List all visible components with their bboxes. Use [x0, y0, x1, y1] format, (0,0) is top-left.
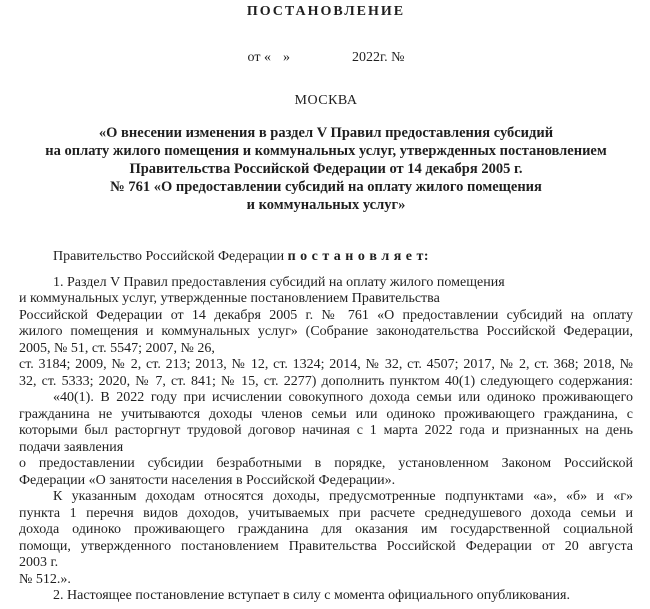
- body-line: подачи заявления: [19, 439, 124, 455]
- preamble-lead: Правительство Российской Федерации: [53, 249, 288, 264]
- body-line: которыми был расторгнут трудовой договор начиная с 1 марта 2022 года и признанных на день: [19, 423, 633, 438]
- decree-title-line: и коммунальных услуг»: [246, 197, 406, 213]
- body-line: 32, ст. 5333; 2020, № 7, ст. 841; № 15, ст. 2277) дополнить пунктом 40(1) следующего содержания:: [19, 373, 633, 389]
- date-number-line: [19, 49, 633, 66]
- body-line: помощи, утвержденного постановлением Правительства Российской Федерации от 20 августа: [19, 538, 633, 554]
- body-line: о предоставлении субсидии безработными в порядке, установленном Законом Российской: [19, 456, 633, 471]
- date-quote-close: »: [282, 50, 290, 65]
- body-line: 2003 г.: [19, 555, 59, 570]
- body-line: К указанным доходам относятся доходы, предусмотренные подпунктами «а», «б» и «г»: [53, 489, 633, 504]
- body-line: 2005, № 51, ст. 5547; 2007, № 26,: [19, 340, 215, 356]
- body-line: «40(1). В 2022 году при исчислении совокупного дохода семьи или одиноко проживающего: [53, 390, 633, 405]
- body-line: и коммунальных услуг, утвержденные постановлением Правительства: [19, 291, 440, 306]
- decree-title-line: Правительства Российской Федерации от 14 декабря 2005 г.: [129, 161, 523, 177]
- year-and-number: 2022г. №: [351, 50, 405, 65]
- decree-title-line: на оплату жилого помещения и коммунальных услуг, утвержденных постановлением: [45, 143, 607, 159]
- body-line: ст. 3184; 2009, № 2, ст. 213; 2013, № 12, ст. 1324; 2014, № 32, ст. 4507; 2017, № 2, ст. 368; 2018, №: [19, 357, 633, 372]
- body-line: пункта 1 перечня видов доходов, учитываемых при расчете среднедушевого дохода семьи и: [19, 505, 633, 521]
- body-line: дохода одиноко проживающего гражданина для оказания им государственной социальной: [19, 522, 633, 537]
- decree-type-heading: ПОСТАНОВЛЕНИЕ: [246, 4, 406, 19]
- document-body: [19, 275, 633, 605]
- body-line: 1. Раздел V Правил предоставления субсидий на оплату жилого помещения: [53, 274, 505, 290]
- decree-title: [19, 124, 633, 214]
- body-line: гражданина не учитываются доходы членов семьи или одиноко проживающего гражданина, с: [19, 406, 633, 422]
- decree-title-line: «О внесении изменения в раздел V Правил предоставления субсидий: [98, 125, 554, 141]
- body-line: № 512.».: [19, 571, 71, 587]
- body-line: Федерации «О занятости населения в Российской Федерации».: [19, 472, 396, 488]
- body-line: жилого помещения и коммунальных услуг» (Собрание законодательства Российской Федерации,: [19, 324, 633, 339]
- city-line: МОСКВА: [294, 93, 358, 108]
- date-prefix: от «: [247, 50, 271, 65]
- body-line: 2. Настоящее постановление вступает в силу с момента официального опубликования.: [53, 588, 570, 603]
- preamble-verb: п о с т а н о в л я е т:: [287, 249, 430, 264]
- decree-title-line: № 761 «О предоставлении субсидий на оплату жилого помещения: [110, 179, 542, 195]
- body-line: Российской Федерации от 14 декабря 2005 г. № 761 «О предоставлении субсидий на оплату: [19, 307, 633, 323]
- preamble: [19, 249, 633, 266]
